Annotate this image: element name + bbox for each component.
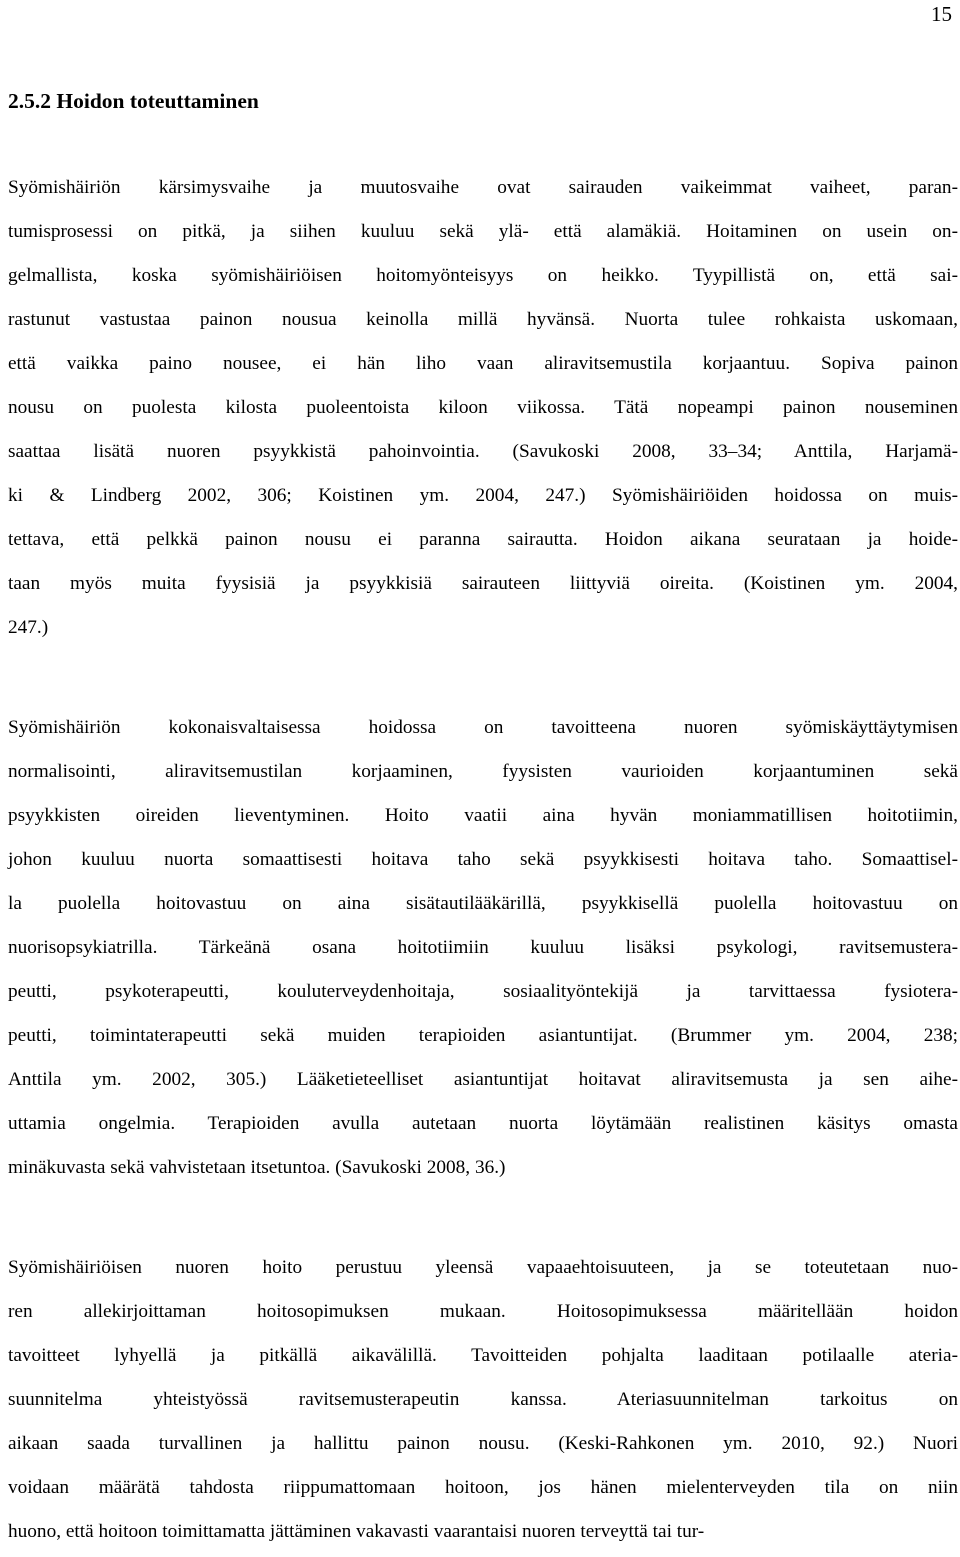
paragraph-line: saattaa lisätä nuoren psyykkistä pahoinvointia. (Savukoski 2008, 33–34; Anttila, Harjamä- <box>8 441 958 462</box>
paragraph-line: tumisprosessi on pitkä, ja siihen kuuluu sekä ylä- että alamäkiä. Hoitaminen on usein on- <box>8 221 958 242</box>
paragraph-line: että vaikka paino nousee, ei hän liho vaan aliravitsemustila korjaantuu. Sopiva painon <box>8 353 958 374</box>
paragraph-line: minäkuvasta sekä vahvistetaan itsetuntoa. (Savukoski 2008, 36.) <box>8 1157 506 1178</box>
paragraph-line: normalisointi, aliravitsemustilan korjaaminen, fyysisten vaurioiden korjaantuminen sekä <box>8 761 958 782</box>
paragraph <box>8 706 958 1190</box>
paragraph-line: huono, että hoitoon toimittamatta jättäminen vakavasti vaarantaisi nuoren terveyttä tai tur- <box>8 1521 705 1542</box>
paragraph-line: ki & Lindberg 2002, 306; Koistinen ym. 2004, 247.) Syömishäiriöiden hoidossa on muis- <box>8 485 958 506</box>
page-number: 15 <box>931 2 952 26</box>
paragraph-line: peutti, toimintaterapeutti sekä muiden terapioiden asiantuntijat. (Brummer ym. 2004, 238; <box>8 1025 958 1046</box>
paragraph-line: Syömishäiriön kokonaisvaltaisessa hoidossa on tavoitteena nuoren syömiskäyttäytymisen <box>8 717 958 738</box>
paragraph-line: suunnitelma yhteistyössä ravitsemusterapeutin kanssa. Ateriasuunnitelman tarkoitus on <box>8 1389 958 1410</box>
paragraph-line: peutti, psykoterapeutti, kouluterveydenhoitaja, sosiaalityöntekijä ja tarvittaessa fysiotera- <box>8 981 958 1002</box>
paragraph-line: taan myös muita fyysisiä ja psyykkisiä sairauteen liittyviä oireita. (Koistinen ym. 2004, <box>8 573 958 594</box>
paragraph-line: tettava, että pelkkä painon nousu ei paranna sairautta. Hoidon aikana seurataan ja hoide- <box>8 529 958 550</box>
paragraph-line: aikaan saada turvallinen ja hallittu painon nousu. (Keski-Rahkonen ym. 2010, 92.) Nuori <box>8 1433 958 1454</box>
paragraph-line: johon kuuluu nuorta somaattisesti hoitava taho sekä psyykkisesti hoitava taho. Somaattisel- <box>8 849 958 870</box>
paragraph-line: rastunut vastustaa painon nousua keinolla millä hyvänsä. Nuorta tulee rohkaista uskomaan, <box>8 309 958 330</box>
paragraph-line: tavoitteet lyhyellä ja pitkällä aikavälillä. Tavoitteiden pohjalta laaditaan potilaalle ateria- <box>8 1345 958 1366</box>
section-heading: 2.5.2 Hoidon toteuttaminen <box>8 89 259 113</box>
paragraph <box>8 1246 958 1554</box>
paragraph-line: voidaan määrätä tahdosta riippumattomaan hoitoon, jos hänen mielenterveyden tila on niin <box>8 1477 958 1498</box>
paragraph-line: 247.) <box>8 617 49 638</box>
paragraph-line: Syömishäiriön kärsimysvaihe ja muutosvaihe ovat sairauden vaikeimmat vaiheet, paran- <box>8 177 958 198</box>
paragraph-line: la puolella hoitovastuu on aina sisätautilääkärillä, psyykkisellä puolella hoitovastuu on <box>8 893 958 914</box>
paragraph-line: nuorisopsykiatrilla. Tärkeänä osana hoitotiimiin kuuluu lisäksi psykologi, ravitsemustera- <box>8 937 958 958</box>
paragraph-line: Syömishäiriöisen nuoren hoito perustuu yleensä vapaaehtoisuuteen, ja se toteutetaan nuo- <box>8 1257 958 1278</box>
paragraph-line: ren allekirjoittaman hoitosopimuksen mukaan. Hoitosopimuksessa määritellään hoidon <box>8 1301 958 1322</box>
paragraph-line: gelmallista, koska syömishäiriöisen hoitomyönteisyys on heikko. Tyypillistä on, että sai- <box>8 265 958 286</box>
paragraph <box>8 166 958 650</box>
paragraph-line: nousu on puolesta kilosta puoleentoista kiloon viikossa. Tätä nopeampi painon nouseminen <box>8 397 958 418</box>
paragraph-line: uttamia ongelmia. Terapioiden avulla autetaan nuorta löytämään realistinen käsitys omasta <box>8 1113 958 1134</box>
paragraph-line: Anttila ym. 2002, 305.) Lääketieteelliset asiantuntijat hoitavat aliravitsemusta ja sen aihe- <box>8 1069 958 1090</box>
paragraph-line: psyykkisten oireiden lieventyminen. Hoito vaatii aina hyvän moniammatillisen hoitotiimin, <box>8 805 958 826</box>
